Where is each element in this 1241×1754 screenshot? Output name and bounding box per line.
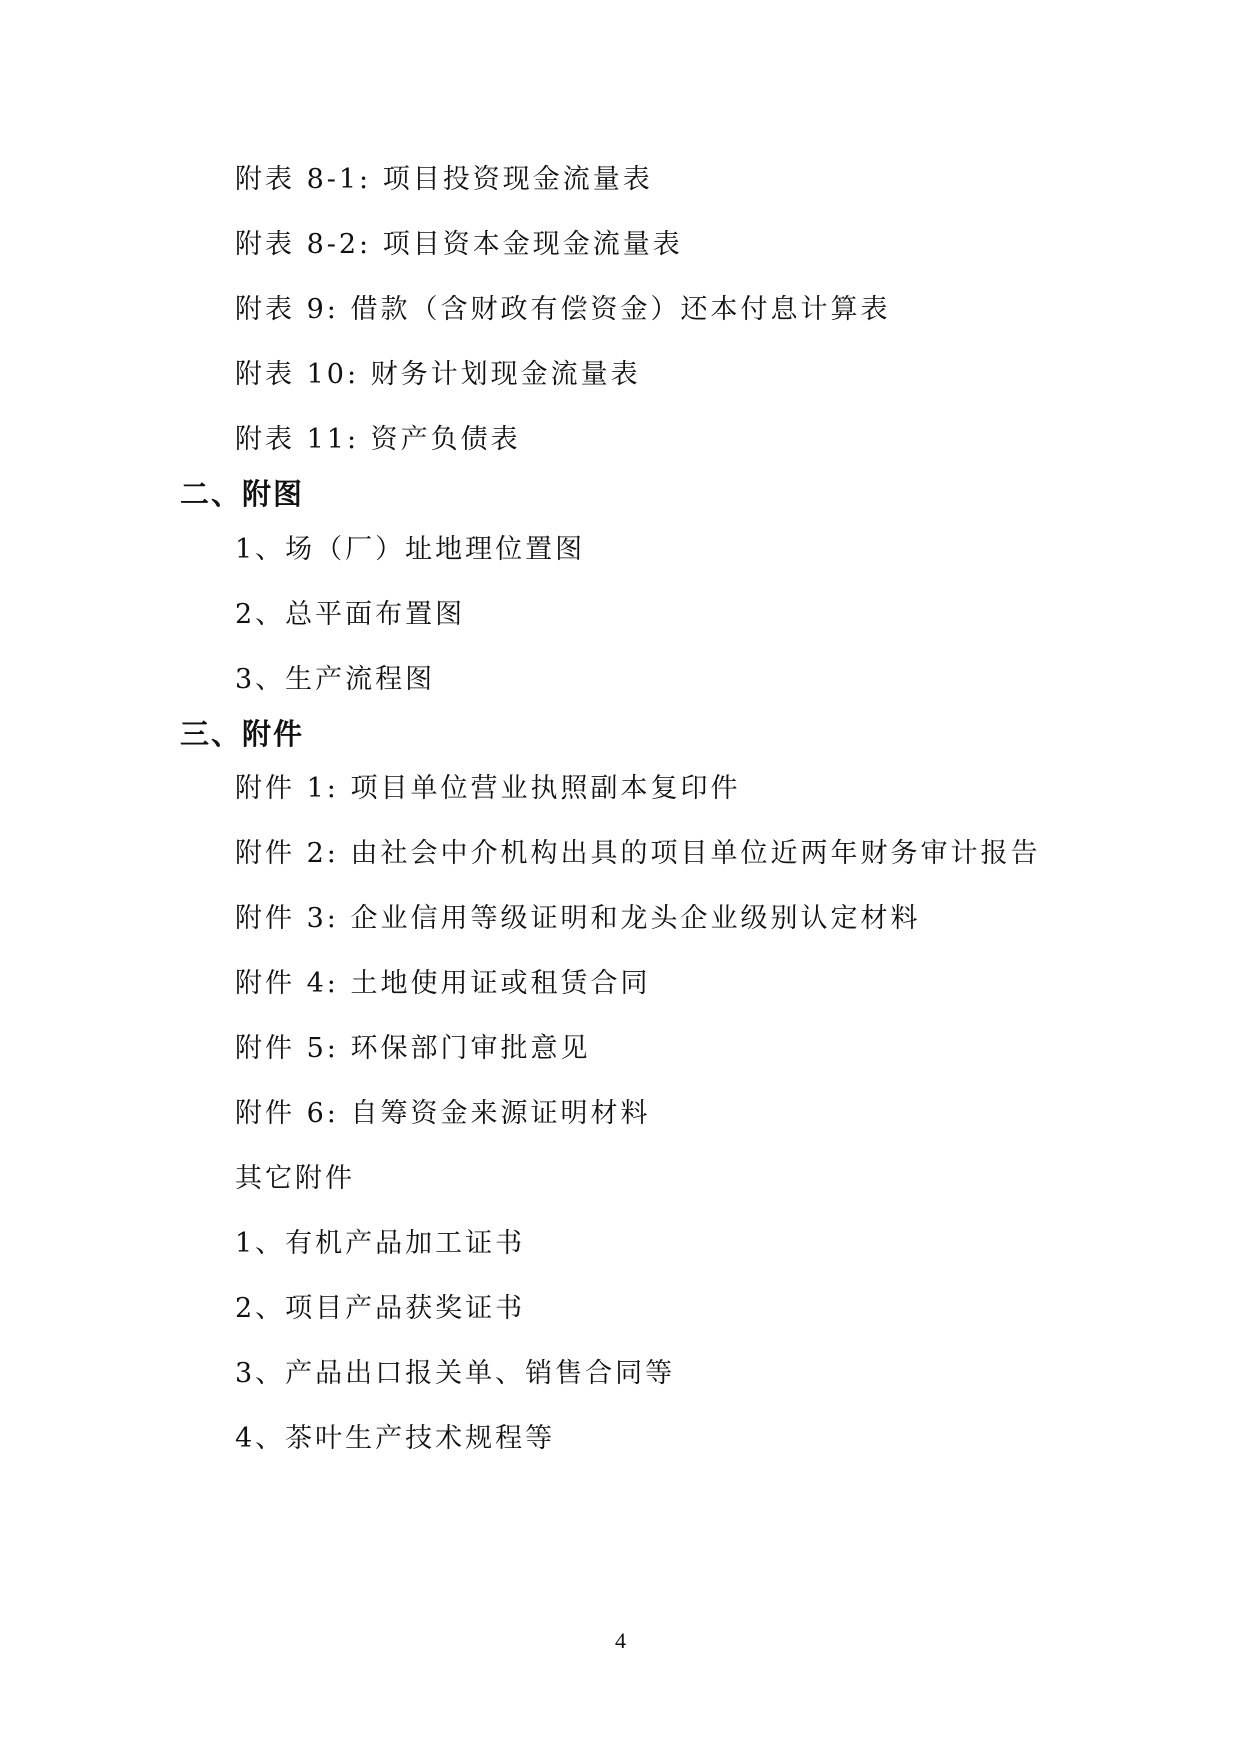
other-attachment-item: 4、茶叶生产技术规程等 <box>235 1423 556 1454</box>
attachment-item: 附件 5: 环保部门审批意见 <box>235 1033 591 1064</box>
figure-item: 1、场（厂）址地理位置图 <box>235 534 586 565</box>
schedule-item: 附表 9: 借款（含财政有偿资金）还本付息计算表 <box>235 294 891 325</box>
section-heading-attachments: 三、附件 <box>180 717 305 751</box>
figure-item: 2、总平面布置图 <box>235 599 466 630</box>
schedule-item: 附表 8-2: 项目资本金现金流量表 <box>235 229 683 260</box>
page-number: 4 <box>615 1628 626 1653</box>
section-heading-figures: 二、附图 <box>180 477 305 511</box>
attachment-item: 附件 2: 由社会中介机构出具的项目单位近两年财务审计报告 <box>235 838 1041 869</box>
attachment-item: 附件 6: 自筹资金来源证明材料 <box>235 1098 651 1129</box>
other-attachments-heading: 其它附件 <box>235 1163 355 1194</box>
schedule-item: 附表 8-1: 项目投资现金流量表 <box>235 164 653 195</box>
schedule-item: 附表 10: 财务计划现金流量表 <box>235 359 641 390</box>
figure-item: 3、生产流程图 <box>235 664 436 695</box>
schedule-item: 附表 11: 资产负债表 <box>235 424 521 455</box>
other-attachment-item: 2、项目产品获奖证书 <box>235 1293 526 1324</box>
attachment-item: 附件 1: 项目单位营业执照副本复印件 <box>235 773 741 804</box>
other-attachment-item: 3、产品出口报关单、销售合同等 <box>235 1358 676 1389</box>
attachment-item: 附件 3: 企业信用等级证明和龙头企业级别认定材料 <box>235 903 921 934</box>
other-attachment-item: 1、有机产品加工证书 <box>235 1228 526 1259</box>
attachment-item: 附件 4: 土地使用证或租赁合同 <box>235 968 651 999</box>
